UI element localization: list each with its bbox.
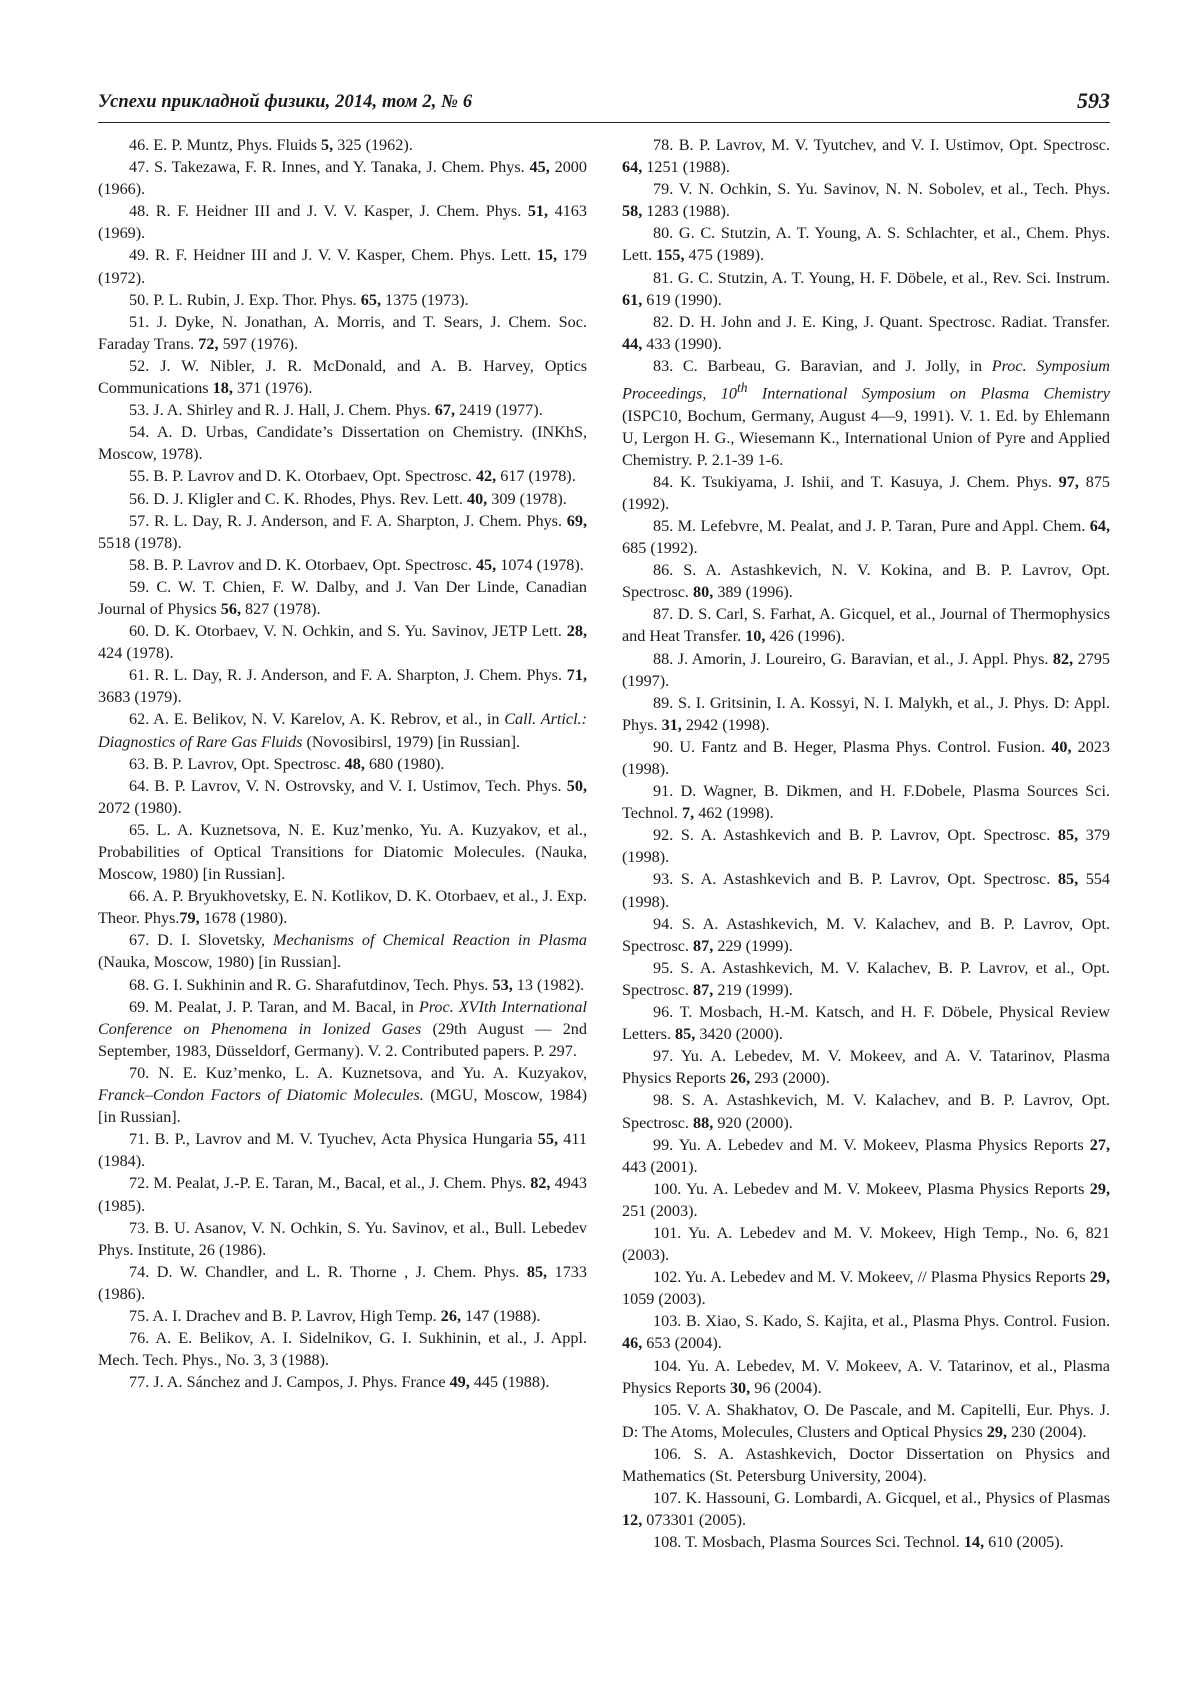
ref-58 bbox=[98, 554, 587, 576]
ref-87 bbox=[622, 603, 1110, 647]
reference-text: 1059 (2003). bbox=[622, 1290, 706, 1309]
ref-47 bbox=[98, 156, 587, 200]
italic-title: th bbox=[736, 380, 748, 396]
ref-79 bbox=[622, 178, 1110, 222]
volume-number: 29, bbox=[986, 1422, 1008, 1441]
reference-text: 49. R. F. Heidner III and J. V. V. Kasper, Chem. Phys. Lett. bbox=[129, 246, 537, 265]
ref-91 bbox=[622, 780, 1110, 824]
reference-text: 80. G. C. Stutzin, A. T. Young, A. S. Schlachter, et al., Chem. Phys. Lett. bbox=[622, 224, 1110, 265]
ref-88 bbox=[622, 648, 1110, 692]
reference-text: 103. B. Xiao, S. Kado, S. Kajita, et al., Plasma Phys. Control. Fusion. bbox=[653, 1312, 1110, 1331]
reference-text: 433 (1990). bbox=[642, 334, 722, 353]
reference-text: 389 (1996). bbox=[713, 583, 793, 602]
reference-text: 52. J. W. Nibler, J. R. McDonald, and A. B. Harvey, Optics Communications bbox=[98, 356, 587, 398]
volume-number: 71, bbox=[566, 666, 587, 685]
reference-text: 1251 (1988). bbox=[642, 158, 730, 177]
volume-number: 56, bbox=[220, 599, 241, 618]
ref-92 bbox=[622, 824, 1110, 868]
volume-number: 48, bbox=[344, 754, 365, 773]
volume-number: 27, bbox=[1089, 1135, 1110, 1154]
volume-number: 85, bbox=[1057, 870, 1079, 889]
reference-text: 680 (1980). bbox=[364, 754, 445, 773]
reference-text: (ISPC10, Bochum, Germany, August 4—9, 1991). V. 1. Ed. by Ehlemann U, Lergon H. G., Wiesemann K., International Union of Pyre and Applied Chemistry. P. 2.1-39 1-6. bbox=[622, 406, 1110, 469]
reference-text: 073301 (2005). bbox=[642, 1511, 747, 1530]
ref-52 bbox=[98, 355, 587, 399]
ref-55 bbox=[98, 465, 587, 487]
italic-title: Proc. Symposium Proceedings, 10 bbox=[622, 356, 1110, 403]
volume-number: 49, bbox=[449, 1373, 470, 1392]
ref-82 bbox=[622, 311, 1110, 355]
reference-text: 108. T. Mosbach, Plasma Sources Sci. Technol. bbox=[653, 1533, 964, 1552]
volume-number: 45, bbox=[529, 158, 550, 177]
volume-number: 72, bbox=[198, 334, 219, 353]
reference-text: 46. E. P. Muntz, Phys. Fluids bbox=[129, 136, 322, 154]
reference-text: 97. Yu. A. Lebedev, M. V. Mokeev, and A. V. Tatarinov, Plasma Physics Reports bbox=[622, 1047, 1110, 1088]
volume-number: 44, bbox=[622, 334, 643, 353]
ref-89 bbox=[622, 692, 1110, 736]
ref-77 bbox=[98, 1371, 587, 1393]
reference-text: 61. R. L. Day, R. J. Anderson, and F. A. Sharpton, J. Chem. Phys. bbox=[129, 666, 567, 685]
volume-number: 45, bbox=[475, 555, 497, 574]
ref-105 bbox=[622, 1399, 1110, 1443]
volume-number: 69, bbox=[566, 511, 587, 530]
reference-text: 64. B. P. Lavrov, V. N. Ostrovsky, and V. I. Ustimov, Tech. Phys. bbox=[129, 776, 567, 795]
volume-number: 97, bbox=[1058, 472, 1079, 491]
reference-text: 94. S. A. Astashkevich, M. V. Kalachev, and B. P. Lavrov, Opt. Spectrosc. bbox=[622, 914, 1110, 955]
volume-number: 87, bbox=[693, 980, 714, 999]
ref-68 bbox=[98, 974, 587, 996]
reference-text: 101. Yu. A. Lebedev and M. V. Mokeev, High Temp., No. 6, 821 (2003). bbox=[622, 1223, 1110, 1265]
reference-text: 411 (1984). bbox=[98, 1130, 587, 1171]
volume-number: 30, bbox=[729, 1378, 751, 1397]
ref-74 bbox=[98, 1261, 587, 1305]
reference-text: 3683 (1979). bbox=[98, 688, 182, 707]
reference-text: 424 (1978). bbox=[98, 644, 174, 663]
reference-text: 58. B. P. Lavrov and D. K. Otorbaev, Opt. Spectrosc. bbox=[129, 555, 476, 574]
reference-text: 73. B. U. Asanov, V. N. Ochkin, S. Yu. Savinov, et al., Bull. Lebedev Phys. Institute, 26 (1986). bbox=[98, 1218, 587, 1259]
reference-text: (MGU, Moscow, 1984) [in Russian]. bbox=[98, 1086, 587, 1127]
reference-text: 98. S. A. Astashkevich, M. V. Kalachev, and B. P. Lavrov, Opt. Spectrosc. bbox=[622, 1091, 1110, 1132]
ref-63 bbox=[98, 753, 587, 775]
reference-text: 1283 (1988). bbox=[642, 202, 730, 221]
ref-85 bbox=[622, 515, 1110, 559]
reference-text: 84. K. Tsukiyama, J. Ishii, and T. Kasuya, J. Chem. Phys. bbox=[653, 472, 1059, 491]
volume-number: 42, bbox=[475, 467, 497, 486]
ref-56 bbox=[98, 488, 587, 510]
reference-text: 96 (2004). bbox=[750, 1378, 822, 1397]
reference-text: 55. B. P. Lavrov and D. K. Otorbaev, Opt. Spectrosc. bbox=[129, 467, 476, 486]
ref-48 bbox=[98, 200, 587, 244]
reference-text: 920 (2000). bbox=[713, 1113, 793, 1132]
reference-text: 83. C. Barbeau, G. Baravian, and J. Jolly, in bbox=[653, 356, 992, 375]
italic-title: International Symposium on Plasma Chemistry bbox=[747, 384, 1110, 403]
volume-number: 85, bbox=[675, 1025, 696, 1044]
reference-text: 1733 (1986). bbox=[98, 1262, 587, 1303]
reference-text: 597 (1976). bbox=[218, 334, 299, 353]
reference-text: 79. V. N. Ochkin, S. Yu. Savinov, N. N. Sobolev, et al., Tech. Phys. bbox=[653, 180, 1110, 199]
reference-text: 69. M. Pealat, J. P. Taran, and M. Bacal, in bbox=[129, 997, 419, 1016]
italic-title: Proc. XVIth International Conference on Phenomena in Ionized Gases bbox=[98, 997, 587, 1038]
volume-number: 61, bbox=[622, 290, 643, 309]
ref-69 bbox=[98, 996, 587, 1062]
volume-number: 155, bbox=[656, 246, 685, 265]
volume-number: 85, bbox=[526, 1262, 548, 1281]
references-column-left bbox=[98, 134, 587, 1393]
reference-text: 88. J. Amorin, J. Loureiro, G. Baravian, et al., J. Appl. Phys. bbox=[653, 649, 1053, 668]
reference-text: 59. C. W. T. Chien, F. W. Dalby, and J. Van Der Linde, Canadian Journal of Physics bbox=[98, 577, 587, 618]
reference-text: 87. D. S. Carl, S. Farhat, A. Gicquel, et al., Journal of Thermophysics and Heat Transfer. bbox=[622, 605, 1110, 646]
reference-text: 50. P. L. Rubin, J. Exp. Thor. Phys. bbox=[129, 290, 361, 309]
reference-text: 2023 (1998). bbox=[622, 737, 1110, 779]
reference-text: 95. S. A. Astashkevich, M. V. Kalachev, B. P. Lavrov, et al., Opt. Spectrosc. bbox=[622, 958, 1110, 999]
reference-text: 230 (2004). bbox=[1007, 1422, 1087, 1441]
ref-104 bbox=[622, 1355, 1110, 1399]
ref-46 bbox=[98, 134, 587, 156]
ref-75 bbox=[98, 1305, 587, 1327]
reference-text: 48. R. F. Heidner III and J. V. V. Kasper, J. Chem. Phys. bbox=[129, 202, 528, 221]
ref-53 bbox=[98, 399, 587, 421]
ref-60 bbox=[98, 620, 587, 664]
reference-text: 68. G. I. Sukhinin and R. G. Sharafutdinov, Tech. Phys. bbox=[129, 975, 493, 994]
reference-text: 66. A. P. Bryukhovetsky, E. N. Kotlikov, D. K. Otorbaev, et al., J. Exp. Theor. Phys. bbox=[98, 887, 587, 928]
reference-text: 71. B. P., Lavrov and M. V. Tyuchev, Acta Physica Hungaria bbox=[129, 1130, 538, 1149]
volume-number: 15, bbox=[536, 246, 557, 265]
reference-text: 74. D. W. Chandler, and L. R. Thorne , J. Chem. Phys. bbox=[129, 1262, 527, 1281]
reference-text: 685 (1992). bbox=[622, 539, 698, 558]
ref-67 bbox=[98, 929, 587, 973]
ref-66 bbox=[98, 885, 587, 929]
reference-text: 3420 (2000). bbox=[695, 1025, 783, 1044]
reference-text: (Nauka, Moscow, 1980) [in Russian]. bbox=[98, 953, 342, 972]
ref-93 bbox=[622, 868, 1110, 912]
ref-57 bbox=[98, 510, 587, 554]
reference-text: 82. D. H. John and J. E. King, J. Quant. Spectrosc. Radiat. Transfer. bbox=[653, 312, 1110, 331]
reference-text: 77. J. A. Sánchez and J. Campos, J. Phys. France bbox=[129, 1373, 450, 1392]
ref-96 bbox=[622, 1001, 1110, 1045]
reference-text: 475 (1989). bbox=[684, 246, 765, 265]
volume-number: 12, bbox=[622, 1511, 643, 1530]
reference-text: 610 (2005). bbox=[984, 1533, 1064, 1552]
reference-text: 105. V. A. Shakhatov, O. De Pascale, and M. Capitelli, Eur. Phys. J. D: The Atoms, Molecules, Clusters and Optical Physics bbox=[622, 1400, 1110, 1441]
ref-94 bbox=[622, 913, 1110, 957]
reference-text: 54. A. D. Urbas, Candidate’s Dissertation on Chemistry. (INKhS, Moscow, 1978). bbox=[98, 423, 587, 464]
volume-number: 29, bbox=[1089, 1268, 1110, 1287]
volume-number: 50, bbox=[566, 776, 587, 795]
reference-text: 78. B. P. Lavrov, M. V. Tyutchev, and V. I. Ustimov, Opt. Spectrosc. bbox=[653, 136, 1110, 154]
italic-title: Mechanisms of Chemical Reaction in Plasma bbox=[273, 931, 587, 950]
ref-97 bbox=[622, 1045, 1110, 1089]
volume-number: 5, bbox=[321, 136, 334, 154]
reference-text: 96. T. Mosbach, H.-M. Katsch, and H. F. Döbele, Physical Review Letters. bbox=[622, 1003, 1110, 1044]
ref-61 bbox=[98, 664, 587, 708]
page-number: 593 bbox=[1077, 88, 1110, 113]
reference-text: 147 (1988). bbox=[461, 1306, 541, 1325]
volume-number: 26, bbox=[729, 1069, 751, 1088]
ref-64 bbox=[98, 775, 587, 819]
volume-number: 87, bbox=[693, 936, 714, 955]
reference-text: 75. A. I. Drachev and B. P. Lavrov, High Temp. bbox=[129, 1306, 441, 1325]
ref-80 bbox=[622, 222, 1110, 266]
ref-101 bbox=[622, 1222, 1110, 1266]
ref-95 bbox=[622, 957, 1110, 1001]
italic-title: Call. Articl.: Diagnostics of Rare Gas Fluids bbox=[98, 710, 587, 751]
italic-title: Franck–Condon Factors of Diatomic Molecules. bbox=[98, 1086, 424, 1105]
volume-number: 64, bbox=[622, 158, 643, 177]
ref-102 bbox=[622, 1266, 1110, 1310]
reference-text: 76. A. E. Belikov, A. I. Sidelnikov, G. I. Sukhinin, et al., J. Appl. Mech. Tech. Phys., No. 3, 3 (1988). bbox=[98, 1329, 587, 1370]
ref-84 bbox=[622, 471, 1110, 515]
reference-text: 85. M. Lefebvre, M. Pealat, and J. P. Taran, Pure and Appl. Chem. bbox=[653, 516, 1090, 535]
volume-number: 51, bbox=[527, 202, 549, 221]
reference-text: (Novosibirsl, 1979) [in Russian]. bbox=[302, 732, 521, 751]
volume-number: 10, bbox=[745, 627, 766, 646]
reference-text: 56. D. J. Kligler and C. K. Rhodes, Phys. Rev. Lett. bbox=[129, 489, 467, 508]
volume-number: 29, bbox=[1089, 1179, 1110, 1198]
reference-text: 617 (1978). bbox=[496, 467, 576, 486]
reference-text: 13 (1982). bbox=[512, 975, 585, 994]
reference-text: 62. A. E. Belikov, N. V. Karelov, A. K. Rebrov, et al., in bbox=[129, 710, 505, 729]
volume-number: 80, bbox=[693, 583, 714, 602]
ref-99 bbox=[622, 1134, 1110, 1178]
volume-number: 88, bbox=[693, 1113, 714, 1132]
volume-number: 58, bbox=[622, 202, 643, 221]
volume-number: 65, bbox=[360, 290, 381, 309]
reference-text: 65. L. A. Kuznetsova, N. E. Kuz’menko, Yu. A. Kuzyakov, et al., Probabilities of Optical Transitions for Diatomic Molecules. (Nauka, Moscow, 1980) [in Russian]. bbox=[98, 820, 587, 884]
reference-text: 2072 (1980). bbox=[98, 798, 182, 817]
volume-number: 31, bbox=[661, 715, 682, 734]
ref-59 bbox=[98, 576, 587, 620]
reference-text: 91. D. Wagner, B. Dikmen, and H. F.Dobele, Plasma Sources Sci. Technol. bbox=[622, 782, 1110, 823]
volume-number: 82, bbox=[1052, 649, 1074, 668]
page-header bbox=[98, 88, 1110, 123]
ref-107 bbox=[622, 1487, 1110, 1531]
reference-text: 93. S. A. Astashkevich and B. P. Lavrov, Opt. Spectrosc. bbox=[653, 870, 1058, 889]
ref-108 bbox=[622, 1531, 1110, 1553]
reference-text: 2942 (1998). bbox=[681, 715, 770, 734]
ref-71 bbox=[98, 1128, 587, 1172]
ref-51 bbox=[98, 311, 587, 355]
reference-text: 60. D. K. Otorbaev, V. N. Ochkin, and S. Yu. Savinov, JETP Lett. bbox=[129, 622, 567, 641]
reference-text: 827 (1978). bbox=[240, 599, 321, 618]
reference-text: 70. N. E. Kuz’menko, L. A. Kuznetsova, and Yu. A. Kuzyakov, bbox=[129, 1063, 587, 1082]
ref-49 bbox=[98, 244, 587, 288]
reference-text: 371 (1976). bbox=[232, 379, 313, 398]
reference-text: 5518 (1978). bbox=[98, 533, 182, 552]
reference-text: (29th August — 2nd September, 1983, Düsseldorf, Germany). V. 2. Contributed papers. P. 297. bbox=[98, 1019, 587, 1060]
reference-text: 104. Yu. A. Lebedev, M. V. Mokeev, A. V. Tatarinov, et al., Plasma Physics Reports bbox=[622, 1356, 1110, 1397]
reference-text: 53. J. A. Shirley and R. J. Hall, J. Chem. Phys. bbox=[129, 401, 435, 420]
reference-text: 875 (1992). bbox=[622, 472, 1111, 513]
ref-81 bbox=[622, 267, 1110, 311]
reference-text: 325 (1962). bbox=[333, 136, 413, 154]
reference-text: 102. Yu. A. Lebedev and M. V. Mokeev, // Plasma Physics Reports bbox=[653, 1268, 1090, 1287]
reference-text: 107. K. Hassouni, G. Lombardi, A. Gicquel, et al., Physics of Plasmas bbox=[653, 1489, 1110, 1508]
ref-76 bbox=[98, 1327, 587, 1371]
reference-text: 619 (1990). bbox=[642, 290, 722, 309]
journal-title: Успехи прикладной физики, 2014, том 2, № 6 bbox=[98, 92, 473, 112]
ref-103 bbox=[622, 1310, 1110, 1354]
reference-text: 99. Yu. A. Lebedev and M. V. Mokeev, Plasma Physics Reports bbox=[653, 1135, 1090, 1154]
volume-number: 85, bbox=[1057, 826, 1079, 845]
reference-text: 1375 (1973). bbox=[381, 290, 469, 309]
reference-text: 4943 (1985). bbox=[98, 1174, 587, 1215]
reference-text: 63. B. P. Lavrov, Opt. Spectrosc. bbox=[129, 754, 345, 773]
reference-text: 426 (1996). bbox=[765, 627, 845, 646]
reference-text: 47. S. Takezawa, F. R. Innes, and Y. Tanaka, J. Chem. Phys. bbox=[129, 158, 530, 177]
ref-78 bbox=[622, 134, 1110, 178]
reference-text: 219 (1999). bbox=[713, 980, 793, 999]
ref-65 bbox=[98, 819, 587, 885]
ref-70 bbox=[98, 1062, 587, 1128]
ref-54 bbox=[98, 421, 587, 465]
ref-100 bbox=[622, 1178, 1110, 1222]
reference-text: 57. R. L. Day, R. J. Anderson, and F. A. Sharpton, J. Chem. Phys. bbox=[129, 511, 567, 530]
ref-90 bbox=[622, 736, 1110, 780]
reference-text: 106. S. A. Astashkevich, Doctor Dissertation on Physics and Mathematics (St. Petersburg University, 2004). bbox=[622, 1444, 1110, 1486]
volume-number: 82, bbox=[530, 1174, 551, 1193]
volume-number: 26, bbox=[440, 1306, 462, 1325]
reference-text: 2795 (1997). bbox=[622, 649, 1111, 690]
reference-text: 2419 (1977). bbox=[455, 401, 543, 420]
volume-number: 14, bbox=[963, 1533, 985, 1552]
volume-number: 53, bbox=[492, 975, 513, 994]
volume-number: 64, bbox=[1089, 516, 1110, 535]
ref-86 bbox=[622, 559, 1110, 603]
reference-text: 51. J. Dyke, N. Jonathan, A. Morris, and T. Sears, J. Chem. Soc. Faraday Trans. bbox=[98, 312, 587, 353]
ref-98 bbox=[622, 1089, 1110, 1133]
reference-text: 445 (1988). bbox=[469, 1373, 550, 1392]
reference-text: 653 (2004). bbox=[642, 1334, 722, 1353]
reference-text: 100. Yu. A. Lebedev and M. V. Mokeev, Plasma Physics Reports bbox=[653, 1179, 1090, 1198]
ref-83 bbox=[622, 355, 1110, 471]
ref-72 bbox=[98, 1172, 587, 1216]
volume-number: 67, bbox=[434, 401, 456, 420]
volume-number: 79, bbox=[179, 909, 200, 928]
reference-text: 309 (1978). bbox=[487, 489, 567, 508]
reference-text: 1074 (1978). bbox=[496, 555, 584, 574]
reference-text: 4163 (1969). bbox=[98, 202, 587, 243]
volume-number: 7, bbox=[682, 804, 695, 823]
ref-62 bbox=[98, 708, 587, 752]
volume-number: 18, bbox=[212, 379, 233, 398]
reference-text: 72. M. Pealat, J.-P. E. Taran, M., Bacal, et al., J. Chem. Phys. bbox=[129, 1174, 531, 1193]
volume-number: 46, bbox=[622, 1334, 643, 1353]
reference-text: 379 (1998). bbox=[622, 826, 1110, 867]
reference-text: 251 (2003). bbox=[622, 1201, 698, 1220]
volume-number: 55, bbox=[537, 1130, 559, 1149]
ref-73 bbox=[98, 1217, 587, 1261]
reference-text: 81. G. C. Stutzin, A. T. Young, H. F. Döbele, et al., Rev. Sci. Instrum. bbox=[653, 268, 1110, 287]
reference-text: 67. D. I. Slovetsky, bbox=[129, 931, 274, 950]
reference-text: 554 (1998). bbox=[622, 870, 1110, 911]
reference-text: 462 (1998). bbox=[694, 804, 774, 823]
ref-50 bbox=[98, 289, 587, 311]
reference-text: 1678 (1980). bbox=[199, 909, 288, 928]
reference-text: 443 (2001). bbox=[622, 1157, 698, 1176]
reference-text: 179 (1972). bbox=[98, 246, 588, 287]
reference-text: 293 (2000). bbox=[750, 1069, 830, 1088]
volume-number: 40, bbox=[1051, 737, 1072, 756]
reference-text: 229 (1999). bbox=[713, 936, 793, 955]
reference-text: 86. S. A. Astashkevich, N. V. Kokina, and B. P. Lavrov, Opt. Spectrosc. bbox=[622, 561, 1110, 602]
volume-number: 40, bbox=[466, 489, 488, 508]
reference-text: 90. U. Fantz and B. Heger, Plasma Phys. Control. Fusion. bbox=[653, 737, 1052, 756]
reference-text: 92. S. A. Astashkevich and B. P. Lavrov, Opt. Spectrosc. bbox=[653, 826, 1058, 845]
references-column-right bbox=[622, 134, 1110, 1553]
reference-text: 89. S. I. Gritsinin, I. A. Kossyi, N. I. Malykh, et al., J. Phys. D: Appl. Phys. bbox=[622, 693, 1110, 734]
volume-number: 28, bbox=[566, 622, 587, 641]
reference-text: 2000 (1966). bbox=[98, 158, 587, 199]
ref-106 bbox=[622, 1443, 1110, 1487]
